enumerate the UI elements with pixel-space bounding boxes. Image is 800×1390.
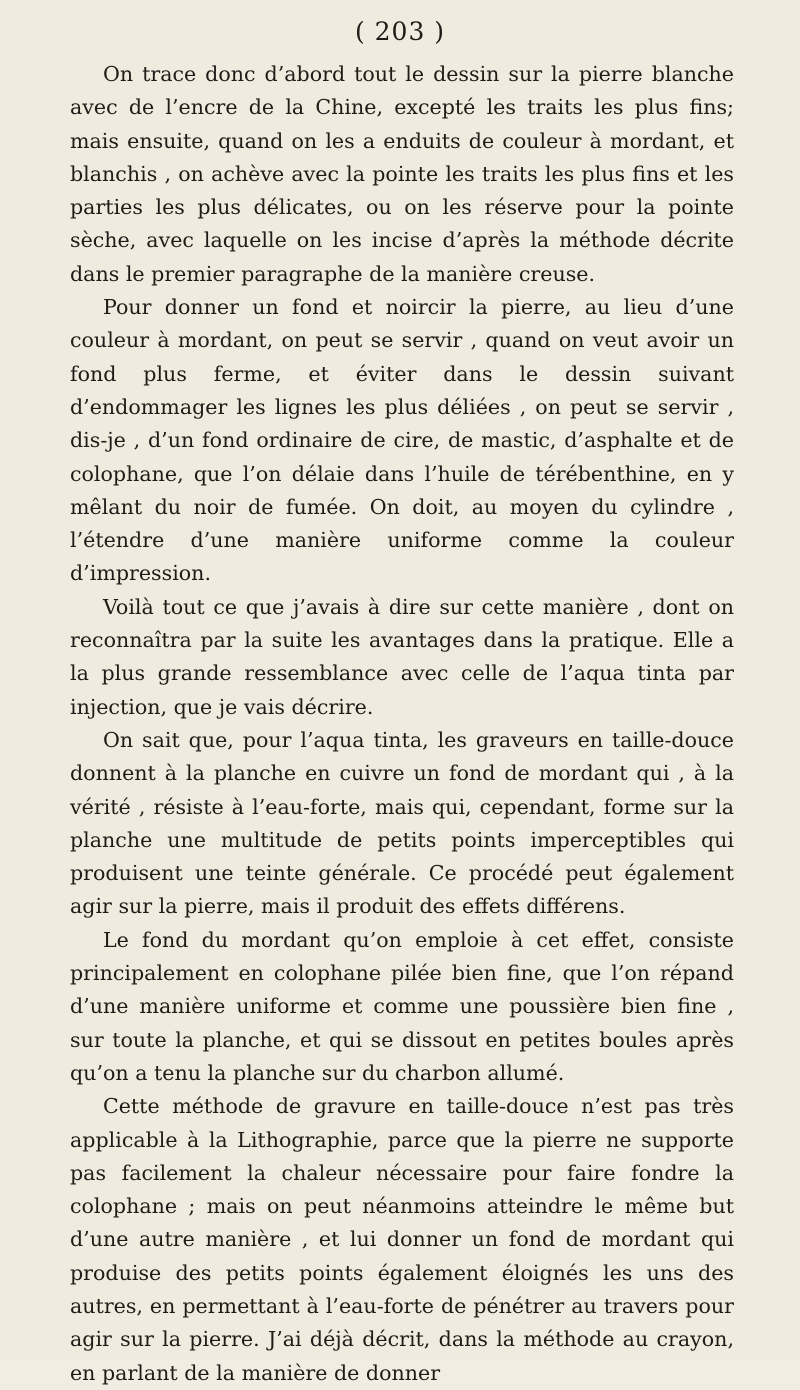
body-text <box>70 58 734 1390</box>
page-number: ( 203 ) <box>354 17 446 46</box>
paragraph-1: On trace donc d’abord tout le dessin sur la pierre blanche avec de l’encre de la Chine, excepté les traits les plus fins; mais ensuite, quand on les a enduits de couleur à mordant, et blanchis , on achève avec la pointe les traits les plus fins et les parties les plus délicates, ou on les réserve pour la pointe sèche, avec laquelle on les incise d’après la méthode décrite dans le premier paragraphe de la manière creuse. <box>70 62 734 286</box>
paragraph-4: On sait que, pour l’aqua tinta, les graveurs en taille-douce donnent à la planche en cuivre un fond de mordant qui , à la vérité , résiste à l’eau-forte, mais qui, cependant, forme sur la planche une multitude de petits points imperceptibles qui produisent une teinte générale. Ce procédé peut également agir sur la pierre, mais il produit des effets différens. <box>70 727 734 919</box>
paragraph-2: Pour donner un fond et noircir la pierre, au lieu d’une couleur à mordant, on peut se servir , quand on veut avoir un fond plus ferme, et éviter dans le dessin suivant d’endommager les lignes les plus déliées , on peut se servir , dis-je , d’un fond ordinaire de cire, de mastic, d’asphalte et de colophane, que l’on délaie dans l’huile de térébenthine, en y mêlant du noir de fumée. On doit, au moyen du cylindre , l’étendre d’une manière uniforme comme la couleur d’impression. <box>70 295 734 586</box>
paragraph-6: Cette méthode de gravure en taille-douce n’est pas très applicable à la Lithographie, parce que la pierre ne supporte pas facilement la chaleur nécessaire pour faire fondre la colophane ; mais on peut néanmoins atteindre le même but d’une autre manière , et lui donner un fond de mordant qui produise des petits points également éloignés les uns des autres, en permettant à l’eau-forte de pénétrer au travers pour agir sur la pierre. J’ai déjà décrit, dans la méthode au crayon, en parlant de la manière de donner <box>70 1094 734 1385</box>
paragraph-3: Voilà tout ce que j’avais à dire sur cette manière , dont on reconnaîtra par la suite les avantages dans la pratique. Elle a la plus grande ressemblance avec celle de l’aqua tinta par injection, que je vais décrire. <box>70 594 734 719</box>
paragraph-5: Le fond du mordant qu’on emploie à cet effet, consiste principalement en colophane pilée bien fine, que l’on répand d’une manière uniforme et comme une poussière bien fine , sur toute la planche, et qui se dissout en petites boules après qu’on a tenu la planche sur du charbon allumé. <box>70 927 734 1085</box>
